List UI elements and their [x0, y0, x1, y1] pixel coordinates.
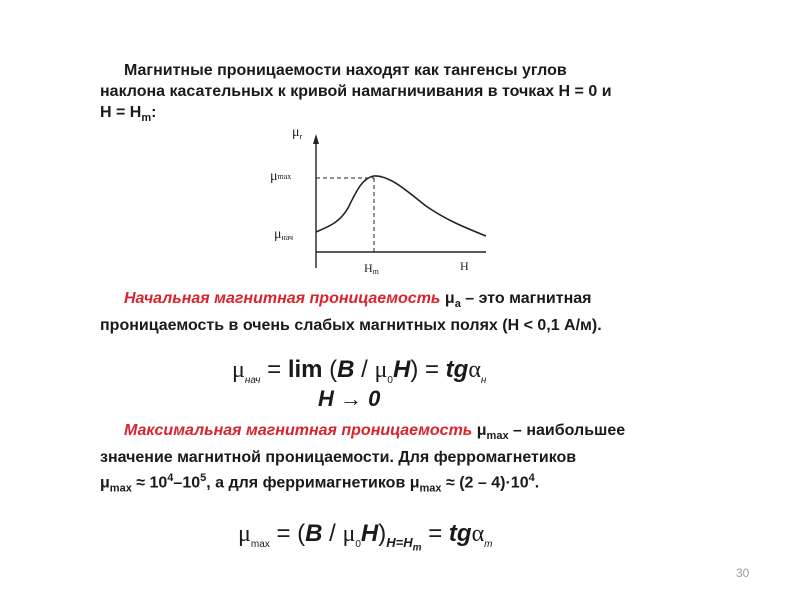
y-axis-label: $\mu_r$ — [292, 125, 303, 141]
permeability-curve — [316, 176, 486, 236]
max-line-3: $\mu_{max} \approx 10^4-10^5$, а для ферримагнетиков $\mu_{max} \approx (2 - 4)\cdot 10^4$. — [100, 472, 540, 495]
h-axis-label: H — [460, 259, 469, 273]
mu-nach-label: μнач — [274, 227, 294, 242]
intro-line-1: Магнитные проницаемости находят как тангенсы углов — [124, 62, 567, 79]
y-axis-arrow — [313, 134, 319, 144]
initial-line-1: Начальная магнитная проницаемость $\mu_а$ – это магнитная — [124, 290, 592, 311]
intro-paragraph — [100, 60, 740, 129]
maximum-permeability-paragraph — [100, 420, 740, 500]
initial-term: Начальная магнитная проницаемость — [124, 290, 441, 307]
max-line-1: Максимальная магнитная проницаемость $\mu_{max}$ – наибольшее — [124, 422, 626, 443]
intro-line-3: $H = H_m$: — [100, 104, 157, 125]
mu-max-label: μmax — [270, 169, 292, 184]
formula-initial-limit: H → 0 — [318, 386, 381, 411]
formula-initial: $\mu_{нач} = \lim (B / \mu_0H) = tg\alpha_н$ — [232, 356, 487, 386]
formula-maximum: $\mu_{max} = (B / \mu_0H)_{H=H_m} = tg\alpha_m$ — [238, 520, 493, 554]
intro-line-2: наклона касательных к кривой намагничивания в точках H = 0 и — [100, 83, 612, 100]
max-line-2: значение магнитной проницаемости. Для ферромагнетиков — [100, 449, 577, 467]
permeability-graph — [258, 120, 498, 280]
initial-permeability-paragraph — [100, 288, 740, 336]
maximum-term: Максимальная магнитная проницаемость — [124, 422, 473, 439]
initial-line-2: проницаемость в очень слабых магнитных полях (H < 0,1 А/м). — [100, 317, 602, 335]
hm-label: Hm — [364, 261, 379, 276]
page-number: 30 — [736, 566, 750, 580]
